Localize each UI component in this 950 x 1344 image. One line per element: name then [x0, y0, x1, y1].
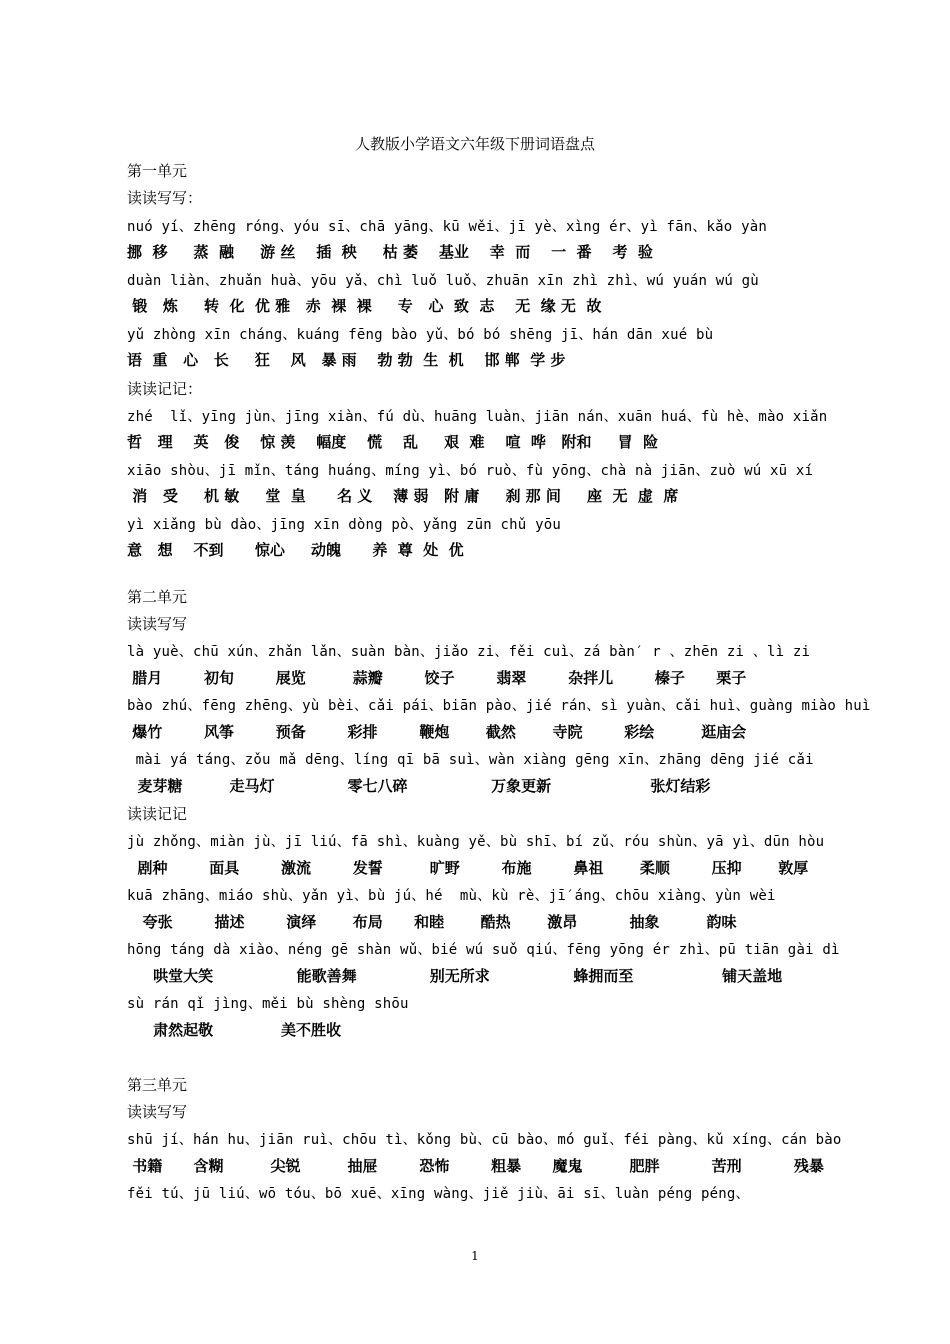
pinyin-row: là yuè、chū xún、zhǎn lǎn、suàn bàn、jiǎo zi、fěi cuì、zá bàn′ r 、zhēn zi 、lì zi: [127, 644, 811, 660]
page-number: 1: [471, 1249, 479, 1263]
pinyin-row: xiāo shòu、jī mǐn、táng huáng、míng yì、bó ruò、fù yōng、chà nà jiān、zuò wú xū xí: [127, 463, 814, 479]
hanzi-row: 挪 移 蒸 融 游 丝 插 秧 枯 萎 基业 幸 而 一 番 考 验: [127, 243, 653, 261]
unit-2-section-1-heading: 读读写写: [127, 615, 188, 633]
unit-1-heading: 第一单元: [127, 162, 188, 180]
pinyin-row: mài yá táng、zǒu mǎ dēng、líng qī bā suì、wàn xiàng gēng xīn、zhāng dēng jié cǎi: [127, 752, 814, 768]
hanzi-row: 肃然起敬 美不胜收: [127, 1021, 341, 1039]
pinyin-row: bào zhú、fēng zhēng、yù bèi、cǎi pái、biān pào、jié rán、sì yuàn、cǎi huì、guàng miào huì: [127, 698, 871, 714]
pinyin-row: hōng táng dà xiào、néng gē shàn wǔ、bié wú suǒ qiú、fēng yōng ér zhì、pū tiān gài dì: [127, 942, 840, 958]
hanzi-row: 剧种 面具 激流 发誓 旷野 布施 鼻祖 柔顺 压抑 敦厚: [127, 859, 809, 877]
hanzi-row: 意 想 不到 惊心 动魄 养 尊 处 优: [127, 541, 464, 559]
hanzi-row: 爆竹 风筝 预备 彩排 鞭炮 截然 寺院 彩绘 逛庙会: [127, 723, 747, 741]
unit-2-section-2-heading: 读读记记: [127, 805, 188, 823]
unit-3-heading: 第三单元: [127, 1076, 188, 1094]
pinyin-row: shū jí、hán hu、jiān ruì、chōu tì、kǒng bù、cū bào、mó guǐ、féi pàng、kǔ xíng、cán bào: [127, 1132, 842, 1148]
unit-1-section-2-heading: 读读记记：: [127, 380, 203, 398]
pinyin-row: yǔ zhòng xīn cháng、kuáng fēng bào yǔ、bó bó shēng jī、hán dān xué bù: [127, 327, 714, 343]
unit-2-heading: 第二单元: [127, 588, 188, 606]
pinyin-row: fěi tú、jū liú、wō tóu、bō xuē、xīng wàng、jiě jiù、āi sī、luàn péng péng、: [127, 1186, 750, 1202]
hanzi-row: 锻 炼 转 化 优 雅 赤 裸 裸 专 心 致 志 无 缘 无 故: [127, 297, 602, 315]
hanzi-row: 消 受 机 敏 堂 皇 名 义 薄 弱 附 庸 刹 那 间 座 无 虚 席: [127, 487, 679, 505]
pinyin-row: sù rán qǐ jìng、měi bù shèng shōu: [127, 996, 409, 1012]
pinyin-row: kuā zhāng、miáo shù、yǎn yì、bù jú、hé mù、kù rè、jī′áng、chōu xiàng、yùn wèi: [127, 888, 776, 904]
pinyin-row: nuó yí、zhēng róng、yóu sī、chā yāng、kū wěi、jī yè、xìng ér、yì fān、kǎo yàn: [127, 219, 767, 235]
hanzi-row: 语 重 心 长 狂 风 暴 雨 勃 勃 生 机 邯 郸 学 步: [127, 351, 566, 369]
hanzi-row: 哲 理 英 俊 惊 羡 幅度 慌 乱 艰 难 喧 哗 附和 冒 险: [127, 433, 659, 451]
document-title: 人教版小学语文六年级下册词语盘点: [354, 135, 595, 153]
hanzi-row: 腊月 初旬 展览 蒜瓣 饺子 翡翠 杂拌儿 榛子 栗子: [127, 669, 747, 687]
hanzi-row: 书籍 含糊 尖锐 抽屉 恐怖 粗暴 魔鬼 肥胖 苦刑 残暴: [127, 1157, 824, 1175]
unit-3-section-1-heading: 读读写写: [127, 1103, 188, 1121]
pinyin-row: duàn liàn、zhuǎn huà、yōu yǎ、chì luǒ luǒ、zhuān xīn zhì zhì、wú yuán wú gù: [127, 273, 759, 289]
hanzi-row: 夸张 描述 演绎 布局 和睦 酷热 激昂 抽象 韵味: [127, 913, 737, 931]
pinyin-row: jù zhǒng、miàn jù、jī liú、fā shì、kuàng yě、bù shī、bí zǔ、róu shùn、yā yì、dūn hòu: [127, 834, 825, 850]
hanzi-row: 哄堂大笑 能歌善舞 别无所求 蜂拥而至 铺天盖地: [127, 967, 783, 985]
unit-1-section-1-heading: 读读写写：: [127, 189, 203, 207]
pinyin-row: yì xiǎng bù dào、jīng xīn dòng pò、yǎng zūn chǔ yōu: [127, 517, 561, 533]
pinyin-row: zhé lǐ、yīng jùn、jīng xiàn、fú dù、huāng luàn、jiān nán、xuān huá、fù hè、mào xiǎn: [127, 409, 828, 425]
hanzi-row: 麦芽糖 走马灯 零七八碎 万象更新 张灯结彩: [127, 777, 711, 795]
